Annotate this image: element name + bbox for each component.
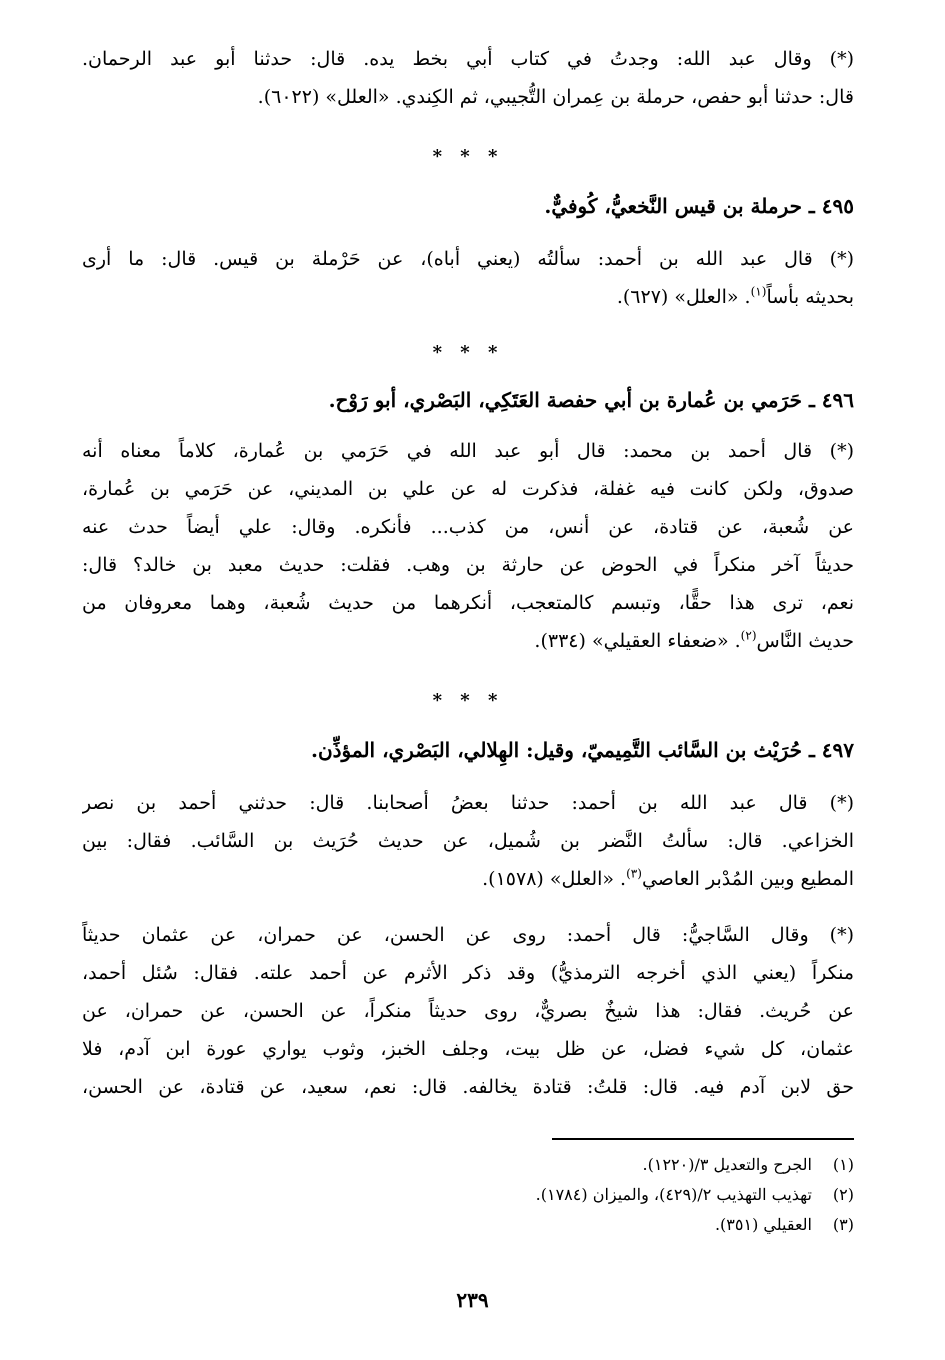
text-line xyxy=(82,278,854,316)
section-separator: * * * xyxy=(432,146,504,167)
text-run: بحديثه بأساً xyxy=(766,286,854,308)
footnote-item xyxy=(82,1180,854,1210)
text-line: قال: حدثنا أبو حفص، حرملة بن عِمران التُّجيبي، ثم الكِندي. «العلل» (٦٠٢٢). xyxy=(257,86,854,108)
text-line: حديثاً آخر منكراً في الحوض عن حارثة بن وهب. فقلت: حديث معبد بن خالد؟ قال: xyxy=(82,554,854,576)
text-line: عن شُعبة، عن قتادة، عن أنس، من كذب... فأنكره. وقال: علي أيضاً حدث عنه xyxy=(82,516,854,538)
footnote-item xyxy=(82,1210,854,1240)
paragraph-intro xyxy=(82,40,854,116)
text-line: عثمان، كل شيء فضل، عن ظل بيت، وجلف الخبز، وثوب يواري عورة ابن آدم، فلا xyxy=(82,1038,854,1060)
footnote-number: (٣) xyxy=(832,1215,854,1234)
text-run: . «العلل» (١٥٧٨). xyxy=(482,868,627,890)
text-line: حق لابن آدم فيه. قال: قلتُ: قتادة يخالفه. قال: نعم، سعيد، عن قتادة، عن الحسن، xyxy=(82,1076,854,1098)
paragraph-495 xyxy=(82,240,854,316)
footnote-text: الجرح والتعديل ٣/(١٢٢٠). xyxy=(642,1155,812,1174)
entry-heading-497: ٤٩٧ ـ حُرَيْث بن السَّائب التَّمِيميّ، وقيل: الهِلالي، البَصْري، المؤذِّن. xyxy=(311,738,854,762)
text-line: منكراً (يعني الذي أخرجه الترمذيُّ) وقد ذكر الأثرم عن أحمد علته. فقال: سُئل أحمد، xyxy=(82,962,854,984)
text-line: (*) قال عبد الله بن أحمد: سألتُه (يعني أباه)، عن حَرْملة بن قيس. قال: ما أرى xyxy=(82,248,854,270)
paragraph-497-b xyxy=(82,916,854,1106)
text-line: صدوق، ولكن كانت فيه غفلة، فذكرت له عن علي بن المديني، عن حَرَمي بن عُمارة، xyxy=(82,478,854,500)
entry-heading-495: ٤٩٥ ـ حرملة بن قيس النَّخعيُّ، كُوفيٌّ. xyxy=(544,194,854,218)
text-run: . «ضعفاء العقيلي» (٣٣٤). xyxy=(534,630,741,652)
section-separator: * * * xyxy=(432,690,504,711)
footnote-item xyxy=(82,1150,854,1180)
text-line xyxy=(82,860,854,898)
footnote-ref: (٢) xyxy=(740,628,757,643)
footnote-ref: (١) xyxy=(750,284,767,299)
text-line: (*) وقال عبد الله: وجدتُ في كتاب أبي بخط يده. قال: حدثنا أبو عبد الرحمان. xyxy=(82,48,854,70)
section-separator: * * * xyxy=(432,342,504,363)
text-line xyxy=(82,622,854,660)
text-line: عن حُريث. فقال: هذا شيخٌ بصريٌّ، روى حديثاً منكراً، عن الحسن، عن حمران، عن xyxy=(82,1000,854,1022)
page-number: ٢٣٩ xyxy=(456,1288,489,1312)
text-run: حديث النَّاس xyxy=(756,630,854,652)
footnote-number: (٢) xyxy=(832,1185,854,1204)
text-run: . «العلل» (٦٢٧). xyxy=(616,286,751,308)
paragraph-496 xyxy=(82,432,854,660)
text-run: المطيع وبين المُدْبر العاصي xyxy=(641,868,854,890)
text-line: الخزاعي. قال: سألتُ النَّضر بن شُميل، عن حديث حُرَيث بن السَّائب. فقال: بين xyxy=(82,830,854,852)
footnote-text: تهذيب التهذيب ٢/(٤٢٩)، والميزان (١٧٨٤). xyxy=(535,1185,812,1204)
footnote-divider xyxy=(552,1138,854,1140)
text-line: (*) قال عبد الله بن أحمد: حدثنا بعضُ أصحابنا. قال: حدثني أحمد بن نصر xyxy=(82,792,854,814)
text-line: (*) قال أحمد بن محمد: قال أبو عبد الله في حَرَمي بن عُمارة، كلاماً معناه أنه xyxy=(82,440,854,462)
footnotes xyxy=(82,1150,854,1240)
text-line: نعم، ترى هذا حقًّا، وتبسم كالمتعجب، أنكرهما من حديث شُعبة، وهما معروفان من xyxy=(82,592,854,614)
footnote-text: العقيلي (٣٥١). xyxy=(714,1215,812,1234)
text-line: (*) وقال السَّاجيُّ: قال أحمد: روى عن الحسن، عن حمران، عن عثمان حديثاً xyxy=(82,924,854,946)
footnote-number: (١) xyxy=(832,1155,854,1174)
footnote-ref: (٣) xyxy=(626,866,642,881)
paragraph-497-a xyxy=(82,784,854,898)
entry-heading-496: ٤٩٦ ـ حَرَمي بن عُمارة بن أبي حفصة العَتَكِي، البَصْري، أبو رَوْح. xyxy=(328,388,854,412)
